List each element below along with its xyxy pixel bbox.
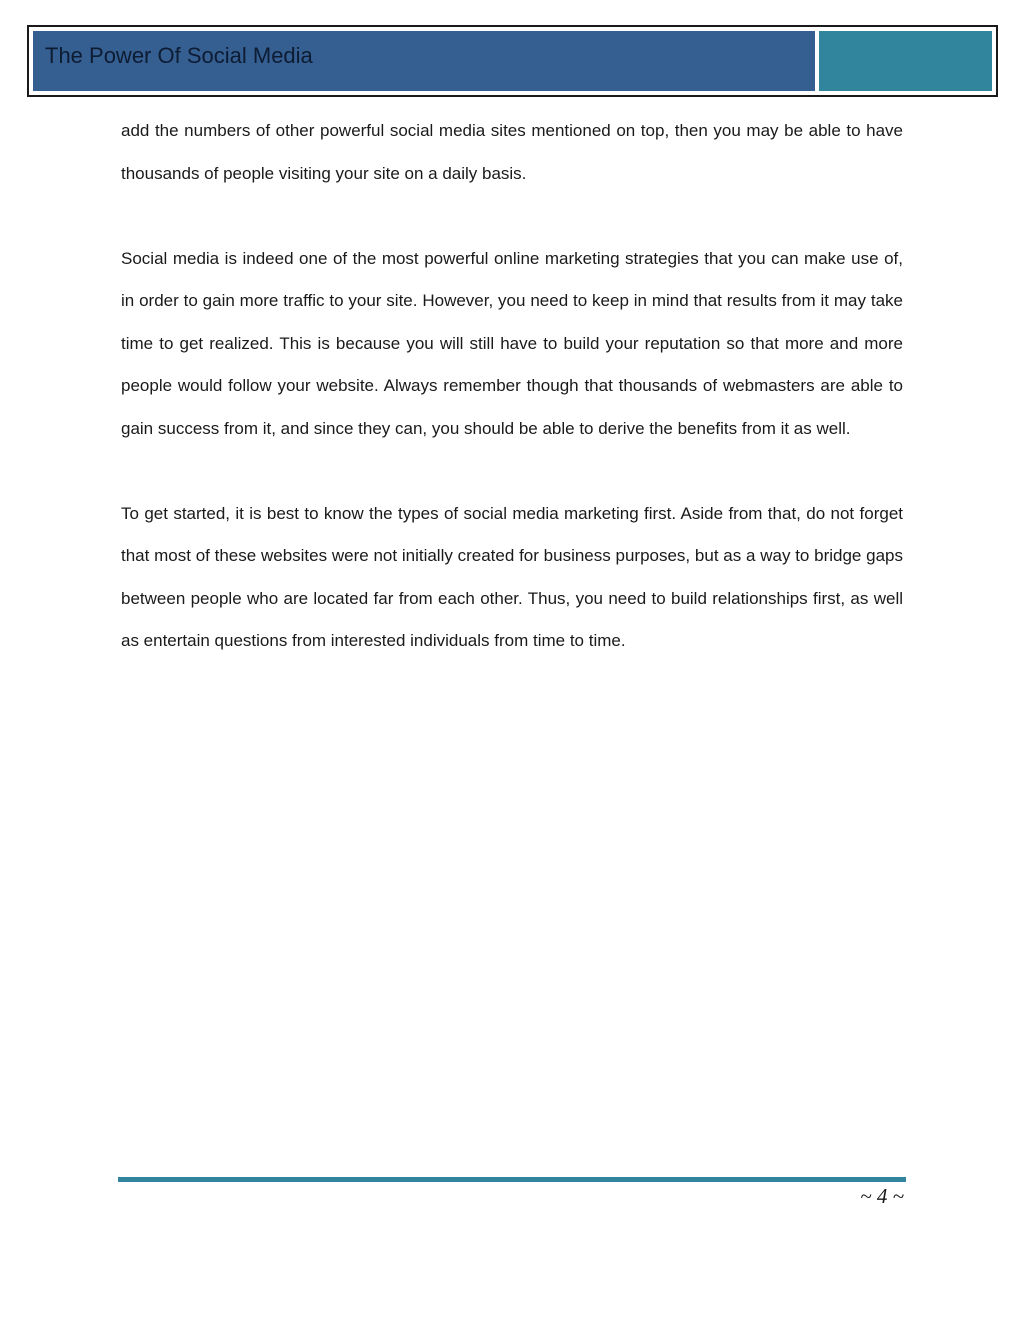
paragraph: To get started, it is best to know the types of social media marketing first. Aside from that, do not forget that most of these websites were not initially created for business purposes, but as a way to bridge gaps between people who are located far from each other. Thus, you need to build relationships first, as well as entertain questions from interested individuals from time to time. [121,503,903,650]
header-accent-block [819,31,992,91]
body-text [121,110,903,705]
paragraph: add the numbers of other powerful social media sites mentioned on top, then you may be able to have thousands of people visiting your site on a daily basis. [121,121,903,183]
header-title-bar [33,31,815,91]
document-title: The Power Of Social Media [45,43,313,68]
page-header [27,25,998,97]
page-number: ~ 4 ~ [860,1184,904,1208]
paragraph: Social media is indeed one of the most powerful online marketing strategies that you can make use of, in order to gain more traffic to your site. However, you need to keep in mind that results from it may take time to get realized. This is because you will still have to build your reputation so that more and more people would follow your website. Always remember though that thousands of webmasters are able to gain success from it, and since they can, you should be able to derive the benefits from it as well. [121,248,903,438]
footer-divider [118,1177,906,1182]
